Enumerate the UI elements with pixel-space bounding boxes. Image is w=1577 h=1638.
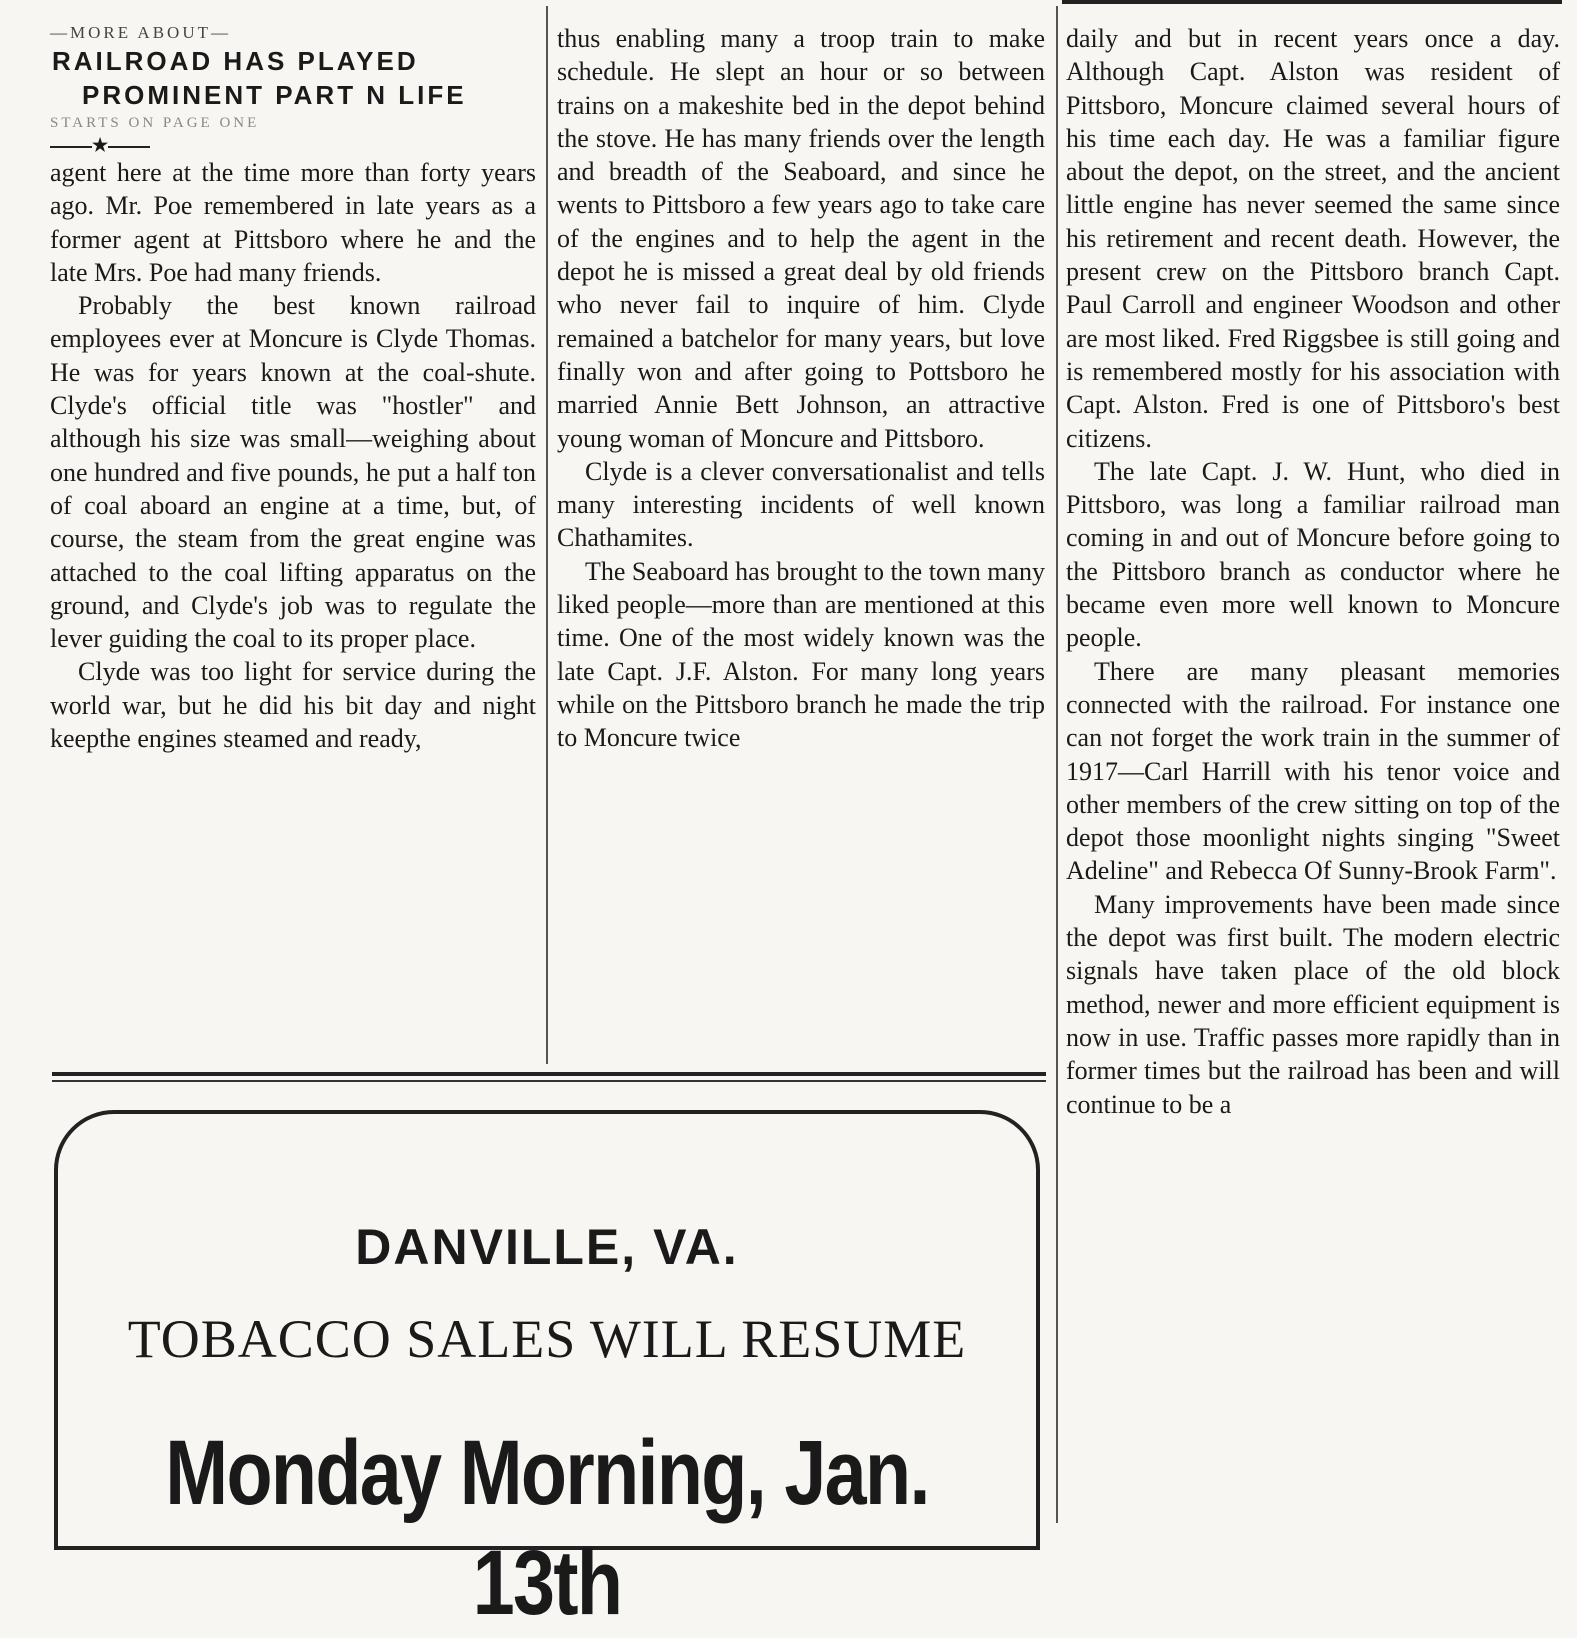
column-rule-1	[546, 6, 548, 1064]
kicker: —MORE ABOUT—	[50, 23, 231, 42]
paragraph: Clyde is a clever conversationalist and tells many interesting incidents of well known Chathamites.	[557, 456, 1045, 553]
paragraph: Probably the best known railroad employees ever at Moncure is Clyde Thomas. He was for years known at the coal-shute. Clyde's official title was "hostler" and although his size was small—weighing about one hundred and five pounds, he put a half ton of coal aboard an engine at a time, but, of course, the steam from the great engine was attached to the coal lifting apparatus on the ground, and Clyde's job was to regulate the lever guiding the coal to its proper place.	[50, 291, 536, 654]
star-icon: ★	[92, 135, 109, 155]
ad-top-rule	[52, 1072, 1046, 1076]
paragraph: Clyde was too light for service during the world war, but he did his bit day and night keepthe engines steamed and ready,	[50, 657, 536, 754]
top-rule	[1062, 0, 1562, 4]
paragraph: agent here at the time more than forty years ago. Mr. Poe remembered in late years as a former agent at Pittsboro where he and the late Mrs. Poe had many friends.	[50, 158, 536, 287]
column-1	[50, 22, 536, 755]
star-divider	[50, 134, 536, 156]
headline-line-2: PROMINENT PART N LIFE	[82, 80, 467, 110]
paragraph: daily and but in recent years once a day. Although Capt. Alston was resident of Pittsboro, Moncure claimed several hours of his time each day. He was a familiar figure about the depot, on the street, and the ancient little engine has never seemed the same since his retirement and recent death. However, the present crew on the Pittsboro branch Capt. Paul Carroll and engineer Woodson and other are most liked. Fred Riggsbee is still going and is remembered mostly for his association with Capt. Alston. Fred is one of Pittsboro's best citizens.	[1066, 24, 1560, 453]
paragraph: The Seaboard has brought to the town many liked people—more than are mentioned at this time. One of the most widely known was the late Capt. J.F. Alston. For many long years while on the Pittsboro branch he made the trip to Moncure twice	[557, 556, 1045, 753]
column-3	[1066, 22, 1560, 1121]
paragraph: There are many pleasant memories connected with the railroad. For instance one can not forget the work train in the summer of 1917—Carl Harrill with his tenor voice and other members of the crew sitting on top of the depot those moonlight nights singing "Sweet Adeline" and Rebecca Of Sunny-Brook Farm".	[1066, 656, 1560, 886]
ad-top-rule-thin	[52, 1080, 1046, 1082]
column-2	[557, 22, 1045, 755]
ad-city: DANVILLE, VA.	[355, 1219, 739, 1275]
ad-sales-line: TOBACCO SALES WILL RESUME	[127, 1309, 967, 1369]
ad-date: Monday Morning, Jan. 13th	[165, 1422, 929, 1634]
column-rule-2	[1056, 6, 1058, 1523]
continued-note: STARTS ON PAGE ONE	[50, 115, 260, 131]
paragraph: The late Capt. J. W. Hunt, who died in Pittsboro, was long a familiar railroad man coming in and out of Moncure before going to the Pittsboro branch as conductor where he became even more well known to Moncure people.	[1066, 456, 1560, 653]
headline-line-1: RAILROAD HAS PLAYED	[52, 46, 419, 76]
paragraph: thus enabling many a troop train to make schedule. He slept an hour or so between trains on a makeshite bed in the depot behind the stove. He has many friends over the length and breadth of the Seaboard, and since he wents to Pittsboro a few years ago to take care of the engines and to help the agent in the depot he is missed a great deal by old friends who never fail to inquire of him. Clyde remained a batchelor for many years, but love finally won and after going to Pottsboro he married Annie Bett Johnson, an attractive young woman of Moncure and Pittsboro.	[557, 24, 1045, 453]
paragraph: Many improvements have been made since the depot was first built. The modern electric signals have taken place of the old block method, newer and more efficient equipment is now in use. Traffic passes more rapidly than in former times but the railroad has been and will continue to be a	[1066, 889, 1560, 1119]
